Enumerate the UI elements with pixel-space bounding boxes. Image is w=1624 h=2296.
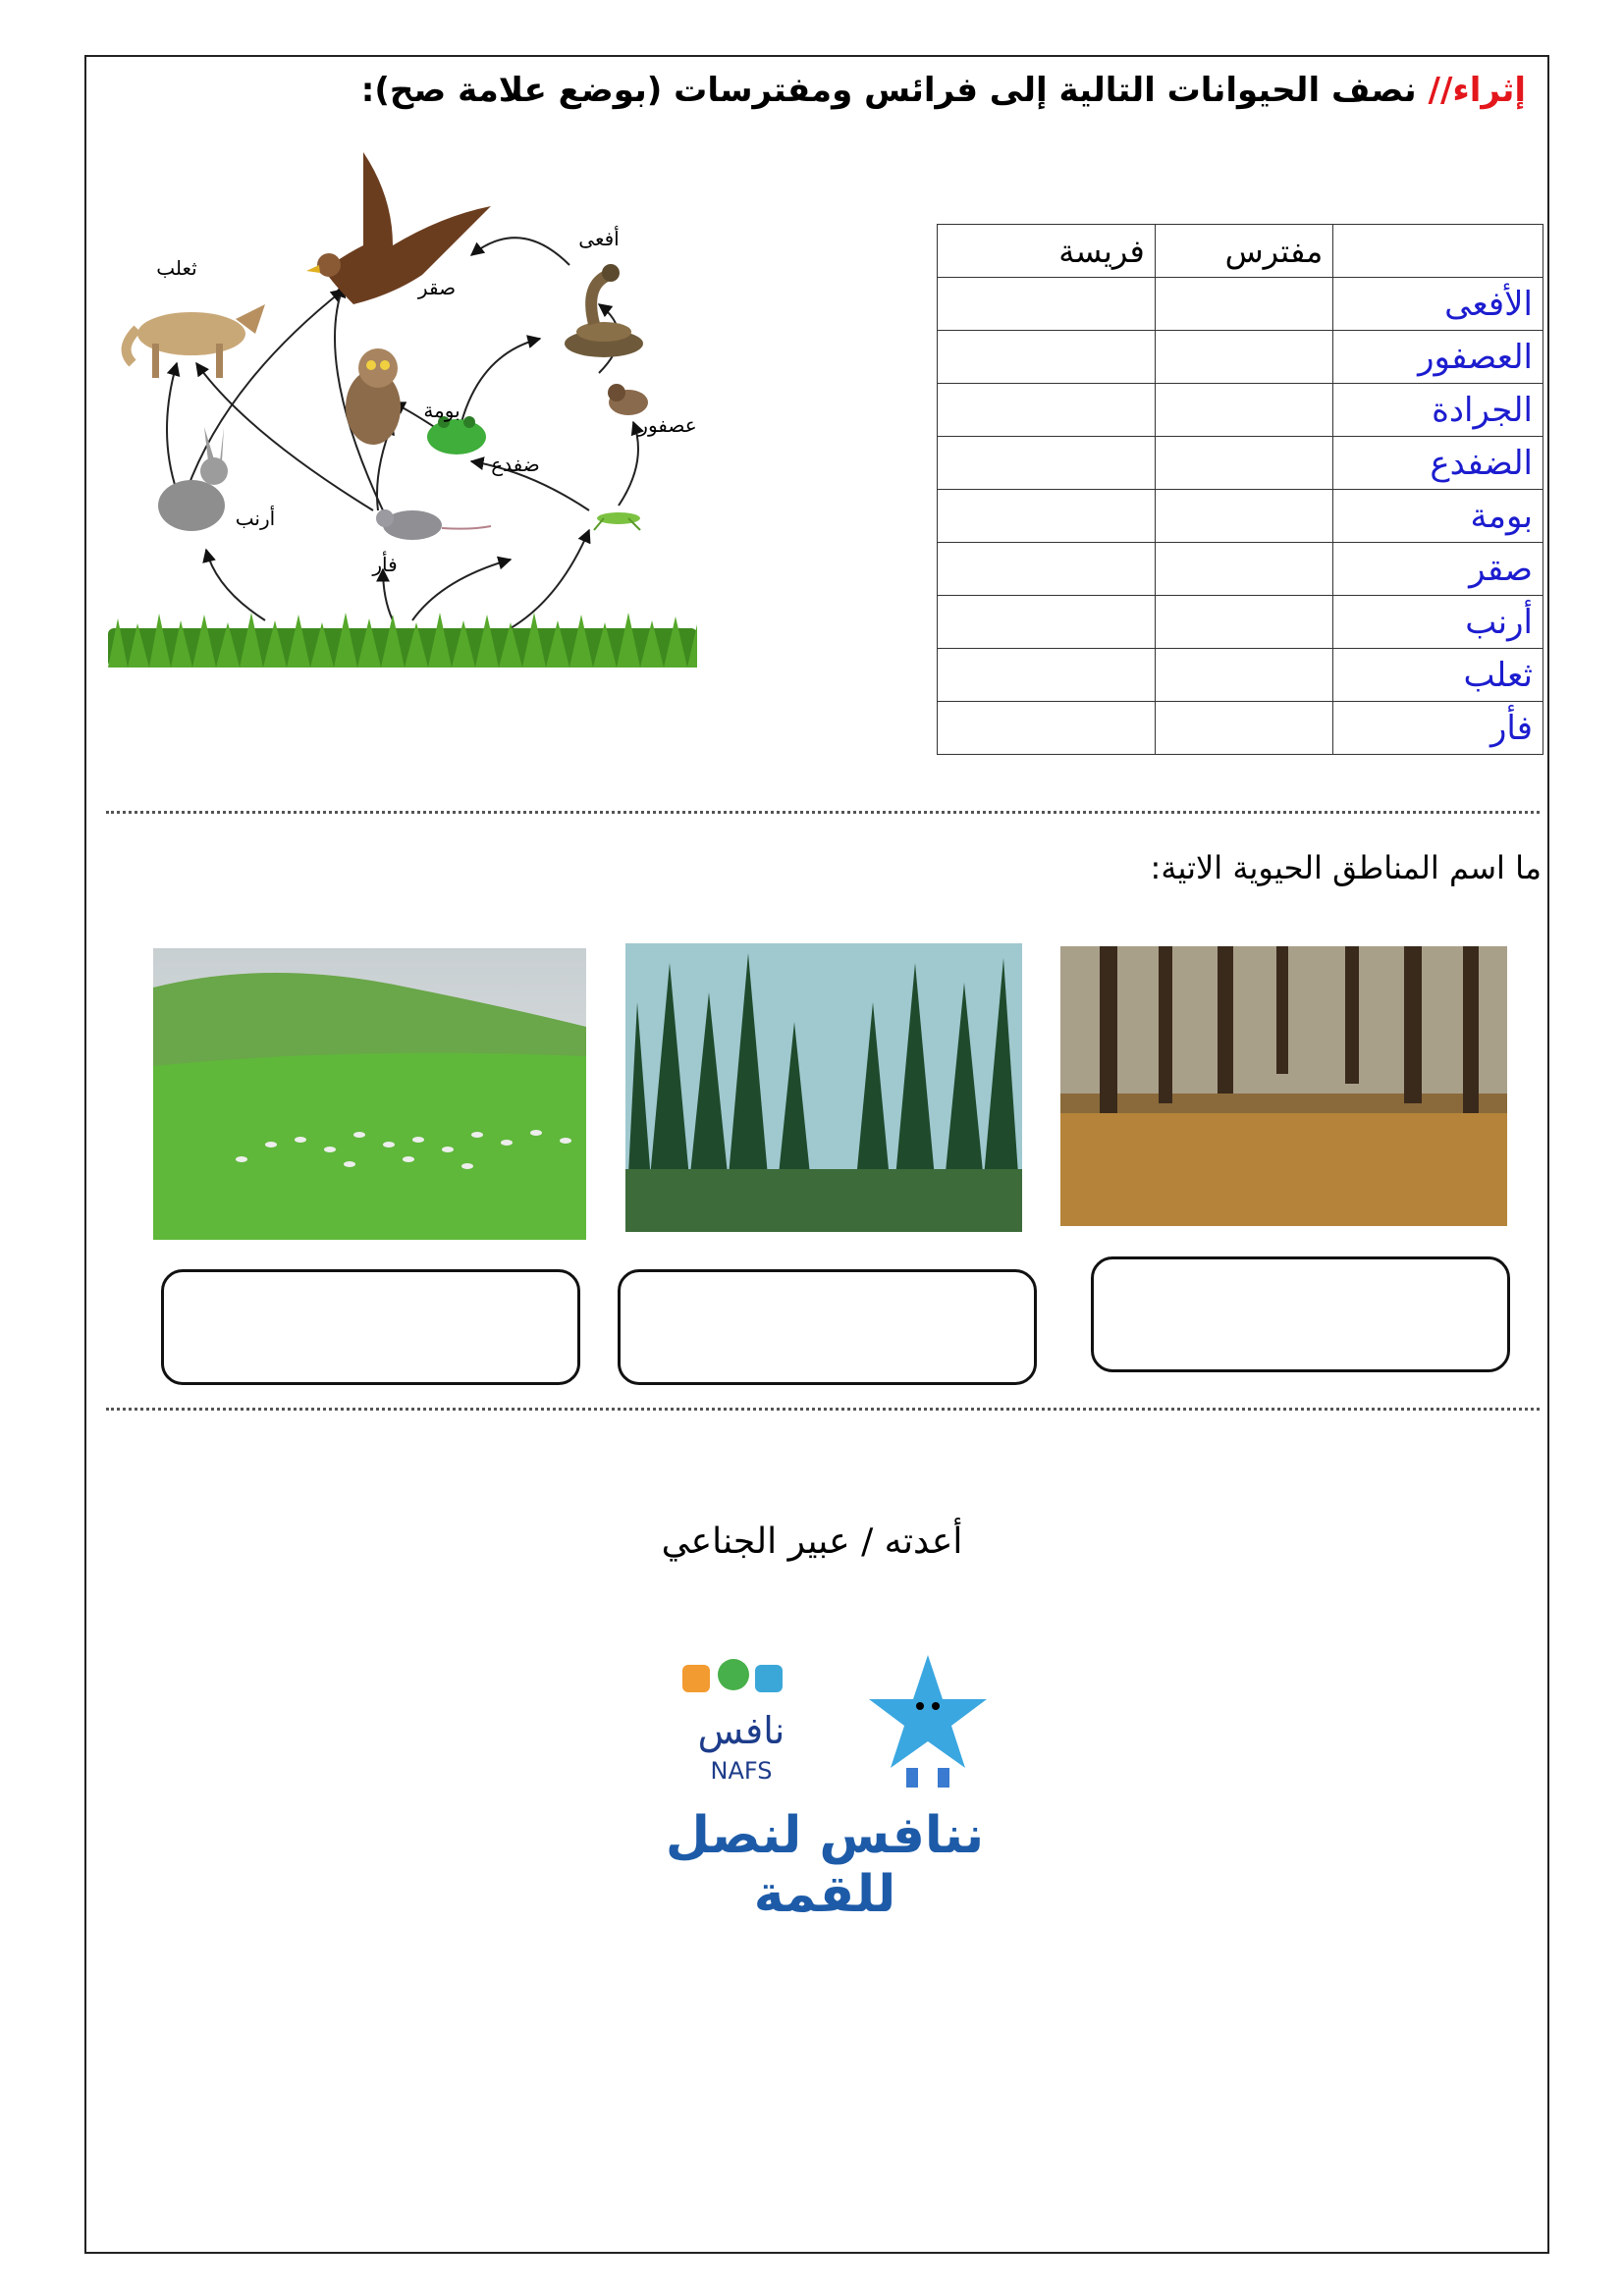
table-row bbox=[938, 384, 1543, 437]
brand-slogan: ننافس لنصل للقمة bbox=[665, 1806, 985, 1924]
nafs-arabic-text: نافس bbox=[697, 1709, 785, 1752]
label-owl: بومة bbox=[423, 399, 460, 422]
enrichment-question bbox=[361, 71, 1526, 110]
sparrow-icon bbox=[608, 384, 648, 415]
prey-check-cell[interactable] bbox=[938, 490, 1156, 543]
prey-check-cell[interactable] bbox=[938, 437, 1156, 490]
predator-check-cell[interactable] bbox=[1155, 490, 1332, 543]
label-fox: ثعلب bbox=[156, 256, 197, 280]
rabbit-icon bbox=[158, 427, 228, 531]
eagle-icon bbox=[306, 152, 491, 304]
label-sparrow: عصفور bbox=[638, 413, 697, 437]
food-web-diagram bbox=[98, 137, 727, 697]
question-text: نصف الحيوانات التالية إلى فرائس ومفترسات (بوضع علامة صح): bbox=[360, 71, 1429, 110]
dotted-divider bbox=[106, 1408, 1540, 1411]
grasshopper-icon bbox=[594, 512, 640, 530]
grassland-photo bbox=[153, 948, 586, 1240]
predator-check-cell[interactable] bbox=[1155, 384, 1332, 437]
fox-icon bbox=[127, 304, 265, 378]
deciduous-forest-photo bbox=[1060, 946, 1507, 1226]
biome-question: ما اسم المناطق الحيوية الاتية: bbox=[1150, 849, 1542, 886]
food-web-arrows bbox=[167, 238, 638, 628]
table-row bbox=[938, 649, 1543, 702]
prey-check-cell[interactable] bbox=[938, 384, 1156, 437]
question-prefix: إثراء// bbox=[1428, 71, 1526, 110]
animal-name: الأفعى bbox=[1333, 278, 1543, 331]
answer-box-grassland[interactable] bbox=[161, 1269, 580, 1385]
table-row bbox=[938, 331, 1543, 384]
label-rabbit: أرنب bbox=[235, 507, 276, 530]
author-credit: أعدته / عبير الجناعي bbox=[661, 1522, 963, 1562]
animal-name: صقر bbox=[1333, 543, 1543, 596]
header-cell-prey: فريسة bbox=[938, 225, 1156, 278]
grass-icon bbox=[108, 613, 697, 667]
predator-check-cell[interactable] bbox=[1155, 543, 1332, 596]
label-frog: ضفدع bbox=[491, 453, 540, 476]
predator-check-cell[interactable] bbox=[1155, 649, 1332, 702]
predator-check-cell[interactable] bbox=[1155, 278, 1332, 331]
prey-check-cell[interactable] bbox=[938, 278, 1156, 331]
predator-check-cell[interactable] bbox=[1155, 331, 1332, 384]
table-row bbox=[938, 596, 1543, 649]
coniferous-forest-photo bbox=[625, 943, 1022, 1232]
animal-name: بومة bbox=[1333, 490, 1543, 543]
predator-check-cell[interactable] bbox=[1155, 437, 1332, 490]
prey-check-cell[interactable] bbox=[938, 649, 1156, 702]
predator-prey-table bbox=[937, 224, 1543, 755]
mouse-icon bbox=[376, 509, 491, 540]
header-cell-name bbox=[1333, 225, 1543, 278]
predator-check-cell[interactable] bbox=[1155, 596, 1332, 649]
label-snake: أفعى bbox=[578, 227, 620, 250]
animal-name: الجرادة bbox=[1333, 384, 1543, 437]
answer-box-deciduous[interactable] bbox=[1091, 1256, 1510, 1372]
header-cell-predator: مفترس bbox=[1155, 225, 1332, 278]
star-mascot-icon bbox=[869, 1655, 987, 1788]
table-header-row bbox=[938, 225, 1543, 278]
table-row bbox=[938, 490, 1543, 543]
animal-name: فأر bbox=[1333, 702, 1543, 755]
snake-icon bbox=[565, 264, 643, 357]
prey-check-cell[interactable] bbox=[938, 331, 1156, 384]
prey-check-cell[interactable] bbox=[938, 702, 1156, 755]
table-row bbox=[938, 437, 1543, 490]
animal-name: أرنب bbox=[1333, 596, 1543, 649]
table-row bbox=[938, 702, 1543, 755]
table-row bbox=[938, 543, 1543, 596]
dotted-divider bbox=[106, 811, 1540, 814]
table-row bbox=[938, 278, 1543, 331]
label-eagle: صقر bbox=[417, 276, 457, 299]
animal-name: ثعلب bbox=[1333, 649, 1543, 702]
predator-check-cell[interactable] bbox=[1155, 702, 1332, 755]
nafs-latin-text: NAFS bbox=[710, 1757, 773, 1785]
animal-name: الضفدع bbox=[1333, 437, 1543, 490]
prey-check-cell[interactable] bbox=[938, 596, 1156, 649]
owl-icon bbox=[346, 348, 401, 445]
label-mouse: فأر bbox=[372, 553, 398, 576]
animal-name: العصفور bbox=[1333, 331, 1543, 384]
prey-check-cell[interactable] bbox=[938, 543, 1156, 596]
answer-box-coniferous[interactable] bbox=[618, 1269, 1037, 1385]
